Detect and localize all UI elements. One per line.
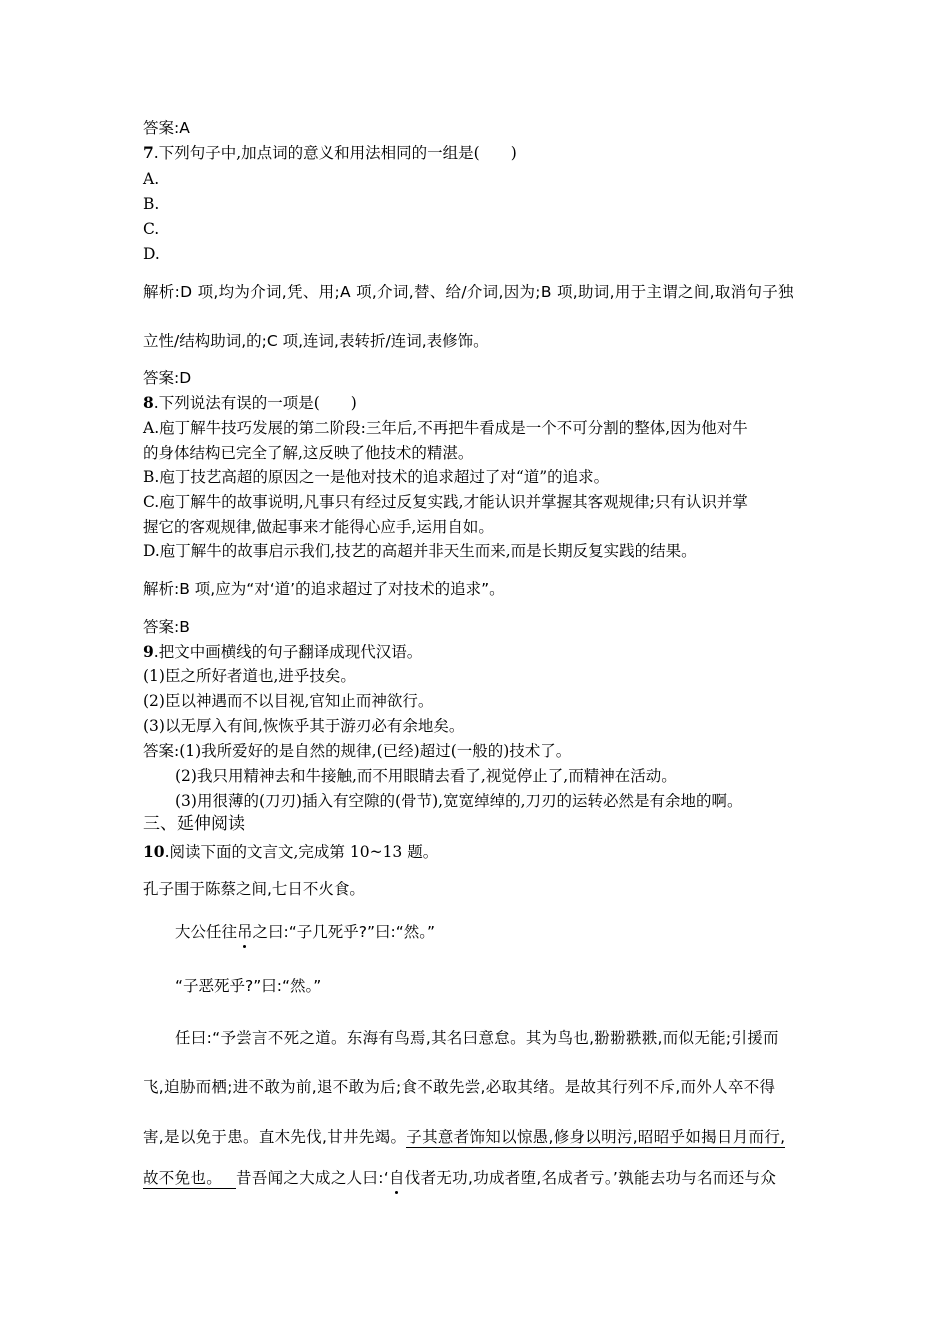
q9-item: (2)臣以神遇而不以目视,官知止而神欲行。 bbox=[143, 692, 434, 710]
dotted-word: 吊 bbox=[237, 923, 253, 941]
q7-analysis-line-2: 立性/结构助词,的;C 项,连词,表转折/连词,表修饰。 bbox=[143, 332, 489, 350]
q10-stem-text: .阅读下面的文言文,完成第 10~13 题。 bbox=[164, 843, 439, 861]
passage-text: 昔吾闻之大成之人曰:‘ bbox=[236, 1169, 389, 1187]
q7-option-b: B. bbox=[143, 195, 160, 213]
q8-analysis: 解析:B 项,应为“对‘道’的追求超过了对技术的追求”。 bbox=[143, 580, 505, 598]
q8-stem bbox=[143, 393, 357, 413]
passage-paragraph: 孔子围于陈蔡之间,七日不火食。 bbox=[143, 880, 365, 898]
q7-option-a: A. bbox=[143, 170, 160, 188]
q9-answer: 答案:(1)我所爱好的是自然的规律,(已经)超过(一般的)技术了。 bbox=[143, 742, 572, 760]
q8-number: 8 bbox=[143, 393, 154, 412]
underlined-sentence: 子其意者饰知以惊愚,修身以明污,昭昭乎如揭日月而行, bbox=[406, 1128, 786, 1146]
section-title: 三、延伸阅读 bbox=[143, 814, 245, 834]
passage-text: 之曰:“子几死乎?”曰:“然。” bbox=[252, 923, 436, 941]
q8-line: C.庖丁解牛的故事说明,凡事只有经过反复实践,才能认识并掌握其客观规律;只有认识并掌 bbox=[143, 493, 748, 511]
passage-line bbox=[143, 1168, 776, 1188]
q7-analysis-line-1: 解析:D 项,均为介词,凭、用;A 项,介词,替、给/介词,因为;B 项,助词,用于主谓之间,取消句子独 bbox=[143, 283, 794, 301]
q8-answer: 答案:B bbox=[143, 618, 190, 636]
passage-line: 飞,迫胁而栖;进不敢为前,退不敢为后;食不敢先尝,必取其绪。是故其行列不斥,而外人卒不得 bbox=[143, 1078, 776, 1096]
q7-number: 7 bbox=[143, 143, 154, 162]
q9-number: 9 bbox=[143, 642, 154, 661]
q7-stem bbox=[143, 143, 517, 163]
q8-line: 握它的客观规律,做起事来才能得心应手,运用自如。 bbox=[143, 518, 494, 536]
q10-number: 10 bbox=[143, 842, 165, 861]
q6-answer: 答案:A bbox=[143, 119, 190, 137]
q8-stem-text: .下列说法有误的一项是( ) bbox=[153, 394, 357, 412]
q7-answer: 答案:D bbox=[143, 369, 192, 387]
q8-line: A.庖丁解牛技巧发展的第二阶段:三年后,不再把牛看成是一个不可分割的整体,因为他对牛 bbox=[143, 419, 748, 437]
q9-answer: (3)用很薄的(刀刃)插入有空隙的(骨节),宽宽绰绰的,刀刃的运转必然是有余地的啊。 bbox=[175, 792, 743, 810]
q9-answer: (2)我只用精神去和牛接触,而不用眼睛去看了,视觉停止了,而精神在活动。 bbox=[175, 767, 677, 785]
passage-paragraph bbox=[175, 922, 435, 942]
passage-text: 害,是以免于患。直木先伐,甘井先竭。 bbox=[143, 1128, 407, 1146]
q7-option-c: C. bbox=[143, 220, 160, 238]
passage-text: 伐者无功,功成者堕,名成者亏。’孰能去功与名而还与众 bbox=[404, 1169, 777, 1187]
q9-stem-text: .把文中画横线的句子翻译成现代汉语。 bbox=[153, 643, 423, 661]
q7-stem-text: .下列句子中,加点词的意义和用法相同的一组是( ) bbox=[153, 144, 517, 162]
q7-option-d: D. bbox=[143, 245, 160, 263]
passage-line: 任曰:“予尝言不死之道。东海有鸟焉,其名曰意怠。其为鸟也,翂翂翐翐,而似无能;引援而 bbox=[175, 1029, 779, 1047]
q10-stem bbox=[143, 842, 438, 862]
passage-line bbox=[143, 1127, 785, 1147]
q9-item: (1)臣之所好者道也,进乎技矣。 bbox=[143, 667, 356, 685]
passage-text: 大公任往 bbox=[175, 923, 238, 941]
dotted-word: 自 bbox=[388, 1169, 405, 1187]
q8-line: D.庖丁解牛的故事启示我们,技艺的高超并非天生而来,而是长期反复实践的结果。 bbox=[143, 542, 697, 560]
passage-paragraph: “子恶死乎?”曰:“然。” bbox=[175, 977, 322, 995]
q9-item: (3)以无厚入有间,恢恢乎其于游刃必有余地矣。 bbox=[143, 717, 465, 735]
underlined-sentence: 故不免也。 bbox=[143, 1169, 236, 1189]
q8-line: 的身体结构已完全了解,这反映了他技术的精湛。 bbox=[143, 444, 474, 462]
q8-line: B.庖丁技艺高超的原因之一是他对技术的追求超过了对“道”的追求。 bbox=[143, 468, 610, 486]
q9-stem bbox=[143, 642, 422, 662]
